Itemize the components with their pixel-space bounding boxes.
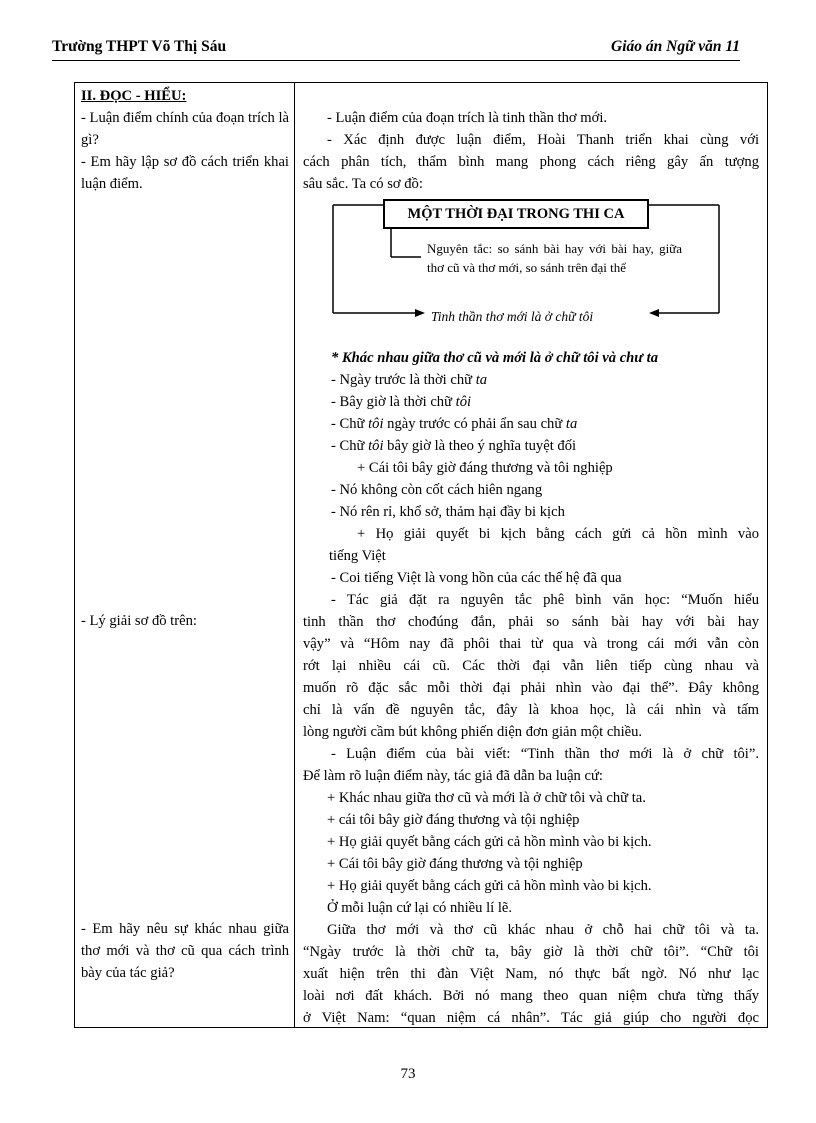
answer-text-line: ở Việt Nam: “quan niệm cá nhân”. Tác giả giúp cho người đọc — [303, 1010, 759, 1026]
diagram-title-box: MỘT THỜI ĐẠI TRONG THI CA — [383, 199, 649, 229]
answer-text-line: sâu sắc. Ta có sơ đồ: — [303, 176, 423, 192]
bullet-line: - Bây giờ là thời chữ tôi — [331, 394, 472, 410]
answer-text-line: muốn rõ đặc sắc mỗi thời đại phải nhìn vào đại thể”. Đây không — [303, 680, 759, 696]
bullet-line: - Nó rên rỉ, khổ sở, thảm hại đầy bi kịch — [331, 504, 565, 520]
differences-heading: * Khác nhau giữa thơ cũ và mới là ở chữ tôi và chư ta — [331, 350, 659, 366]
answer-main-point: - Luận điểm của đoạn trích là tinh thần thơ mới. — [327, 110, 608, 126]
argument-line: Ở mỗi luận cứ lại có nhiều lí lẽ. — [327, 900, 513, 916]
argument-line: + Họ giải quyết bằng cách gửi cả hồn mình vào bi kịch. — [327, 834, 652, 850]
subject-title: Giáo án Ngữ văn 11 — [611, 38, 740, 55]
bullet-line: - Coi tiếng Việt là vong hồn của các thế hệ đã qua — [331, 570, 622, 586]
sub-bullet-line: + Họ giải quyết bi kịch bằng cách gửi cả hồn mình vào — [357, 526, 759, 542]
answer-text-line: - Xác định được luận điểm, Hoài Thanh triển khai cùng với — [327, 132, 759, 148]
bullet-line: - Ngày trước là thời chữ ta — [331, 372, 488, 388]
diagram-conclusion: Tinh thần thơ mới là ở chữ tôi — [431, 309, 594, 324]
section-title: II. ĐỌC - HIỂU: — [81, 88, 187, 104]
answer-text-line: - Tác giả đặt ra nguyên tắc phê bình văn học: “Muốn hiểu — [331, 592, 759, 608]
answers-column — [295, 83, 767, 1027]
answer-text-line: rớt lại nhiều cái cũ. Các thời đại vẫn liên tiếp cùng nhau và — [303, 658, 759, 674]
diagram-principle-note: Nguyên tắc: so sánh bài hay với bài hay, giữa thơ cũ và thơ mới, so sánh trên đại thể — [427, 241, 682, 275]
question-differences: - Em hãy nêu sự khác nhau giữa thơ mới và thơ cũ qua cách trình bày của tác giả? — [81, 921, 289, 981]
answer-text-line: xuất hiện trên thi đàn Việt Nam, nó thực bất ngờ. Nó như lạc — [303, 966, 759, 982]
argument-diagram — [331, 195, 723, 333]
answer-text-line: “Ngày trước là thời chữ ta, bây giờ là thời chữ tôi”. “Chữ tôi — [303, 944, 759, 960]
lesson-table — [74, 82, 768, 1028]
answer-text-line: - Luận điểm của bài viết: “Tinh thần thơ mới là ở chữ tôi”. — [331, 746, 759, 762]
questions-column — [75, 83, 295, 1027]
argument-line: + Họ giải quyết bằng cách gửi cả hồn mình vào bi kịch. — [327, 878, 652, 894]
sub-bullet-line: tiếng Việt — [329, 548, 386, 564]
answer-text-line: Giữa thơ mới và thơ cũ khác nhau ở chỗ hai chữ tôi và ta. — [327, 922, 759, 938]
answer-text-line: loài nơi đất khách. Bởi nó mang theo quan niệm chưa từng thấy — [303, 988, 759, 1004]
question-diagram: - Em hãy lập sơ đồ cách triển khai luận điểm. — [81, 154, 289, 192]
argument-line: + Cái tôi bây giờ đáng thương và tội nghiệp — [327, 856, 583, 872]
answer-text-line: cách phân tích, thẩm bình mang phong cách riêng gây ấn tượng — [303, 154, 759, 170]
answer-text-line: lòng người cầm bút không phiến diện đơn giản một chiều. — [303, 724, 643, 740]
bullet-line: - Nó không còn cốt cách hiên ngang — [331, 482, 543, 498]
bullet-line: - Chữ tôi ngày trước có phải ẩn sau chữ ta — [331, 416, 578, 432]
bullet-line: - Chữ tôi bây giờ là theo ý nghĩa tuyệt đối — [331, 438, 577, 454]
answer-text-line: chỉ là vấn đề nguyên tắc, đây là khoa học, là cái nhìn và tấm — [303, 702, 759, 718]
page-header — [52, 36, 740, 61]
question-explain-diagram: - Lý giải sơ đồ trên: — [81, 613, 197, 629]
sub-bullet-line: + Cái tôi bây giờ đáng thương và tôi nghiệp — [357, 460, 613, 476]
argument-line: + Khác nhau giữa thơ cũ và mới là ở chữ tôi và chữ ta. — [327, 790, 646, 806]
argument-line: + cái tôi bây giờ đáng thương và tội nghiệp — [327, 812, 580, 828]
question-main-point: - Luận điểm chính của đoạn trích là gì? — [81, 110, 289, 148]
school-name: Trường THPT Võ Thị Sáu — [52, 38, 227, 55]
answer-text-line: vậy” và “Hôm nay đã phôi thai từ qua và trong cái mới vẫn còn — [303, 636, 759, 652]
page-number: 73 — [400, 1066, 416, 1082]
answer-text-line: tinh thần thơ chođúng đắn, phải so sánh bài hay với bài hay — [303, 614, 759, 630]
answer-text-line: Để làm rõ luận điểm này, tác giả đã dẫn ba luận cứ: — [303, 768, 603, 784]
